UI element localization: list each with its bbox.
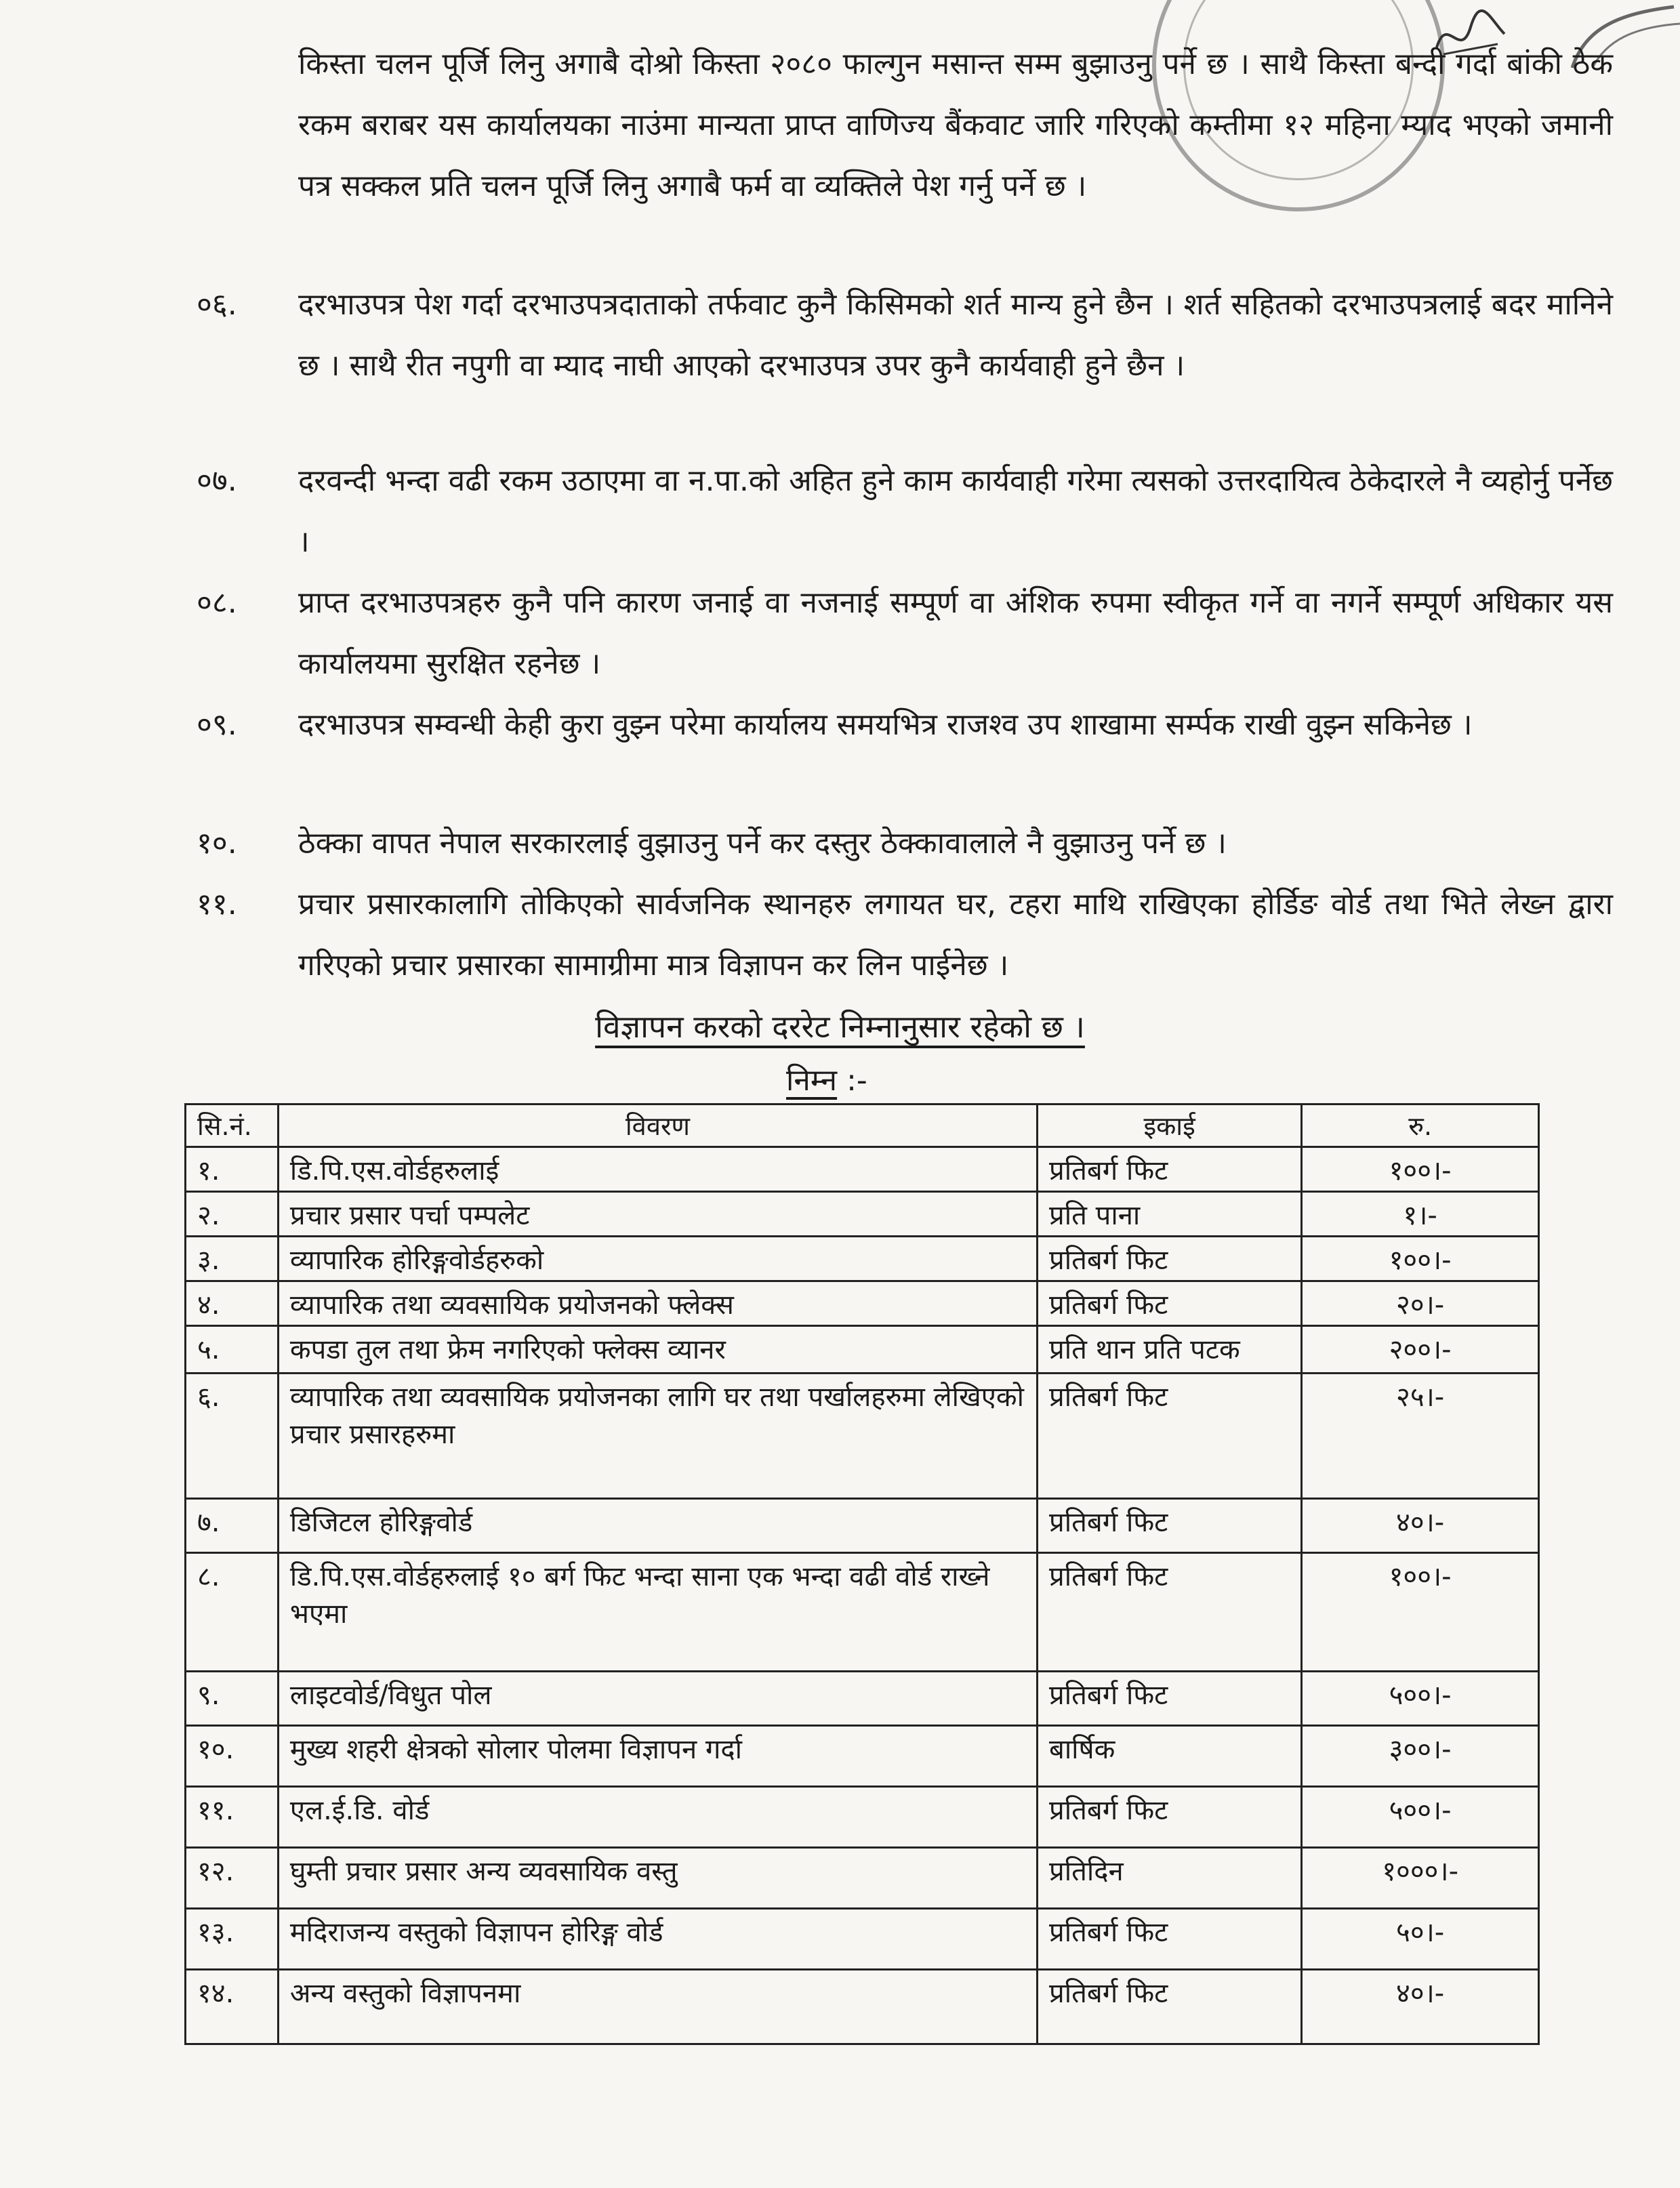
row-desc: व्यापारिक होरिङ्गवोर्डहरुको <box>278 1237 1037 1281</box>
row-sn: १४. <box>186 1970 279 2044</box>
row-sn: ५. <box>186 1326 279 1374</box>
row-sn: १२. <box>186 1848 279 1909</box>
subheading-suffix: :- <box>837 1063 867 1098</box>
row-sn: ३. <box>186 1237 279 1281</box>
row-desc: डि.पि.एस.वोर्डहरुलाई १० बर्ग फिट भन्दा साना एक भन्दा वढी वोर्ड राख्ने भएमा <box>278 1553 1037 1672</box>
row-unit: प्रतिबर्ग फिट <box>1037 1499 1301 1553</box>
clause-number-10: १०. <box>197 826 237 861</box>
row-desc: कपडा तुल तथा फ्रेम नगरिएको फ्लेक्स व्यानर <box>278 1326 1037 1374</box>
row-rate: २०।- <box>1302 1281 1539 1326</box>
row-rate: ५००।- <box>1302 1672 1539 1726</box>
row-rate: १००।- <box>1302 1553 1539 1672</box>
row-desc: डि.पि.एस.वोर्डहरुलाई <box>278 1147 1037 1192</box>
table-row <box>186 1237 1539 1281</box>
row-desc: एल.ई.डि. वोर्ड <box>278 1787 1037 1848</box>
row-unit: प्रति थान प्रति पटक <box>1037 1326 1301 1374</box>
row-rate: १।- <box>1302 1192 1539 1237</box>
table-header-row <box>186 1105 1539 1147</box>
row-unit: प्रति पाना <box>1037 1192 1301 1237</box>
row-unit: प्रतिबर्ग फिट <box>1037 1970 1301 2044</box>
row-desc: प्रचार प्रसार पर्चा पम्पलेट <box>278 1192 1037 1237</box>
row-desc: मुख्य शहरी क्षेत्रको सोलार पोलमा विज्ञापन गर्दा <box>278 1726 1037 1787</box>
table-row <box>186 1672 1539 1726</box>
subheading-label: निम्न <box>786 1063 838 1098</box>
table-row <box>186 1374 1539 1499</box>
row-sn: १. <box>186 1147 279 1192</box>
row-sn: १०. <box>186 1726 279 1787</box>
row-sn: ६. <box>186 1374 279 1499</box>
row-rate: १००।- <box>1302 1147 1539 1192</box>
row-sn: ७. <box>186 1499 279 1553</box>
table-row <box>186 1909 1539 1970</box>
row-unit: प्रतिबर्ग फिट <box>1037 1672 1301 1726</box>
clause-11-text: प्रचार प्रसारकालागि तोकिएको सार्वजनिक स्थानहरु लगायत घर, टहरा माथि राखिएका होर्डिङ वोर्ड तथा भिते लेख्न द्वारा गरिएको प्रचार प्रसारका सामाग्रीमा मात्र विज्ञापन कर लिन पाईनेछ । <box>298 887 1613 983</box>
subheading <box>786 1057 867 1105</box>
row-desc: मदिराजन्य वस्तुको विज्ञापन होरिङ्ग वोर्ड <box>278 1909 1037 1970</box>
row-unit: प्रतिबर्ग फिट <box>1037 1281 1301 1326</box>
clause-number-11: ११. <box>197 887 237 922</box>
table-row <box>186 1553 1539 1672</box>
clause-09-text: दरभाउपत्र सम्वन्धी केही कुरा वुझ्न परेमा कार्यालय समयभित्र राजश्व उप शाखामा सर्म्पक राखी वुझ्न सकिनेछ । <box>298 707 1473 742</box>
table-row <box>186 1726 1539 1787</box>
table-row <box>186 1848 1539 1909</box>
row-sn: ९. <box>186 1672 279 1726</box>
clause-07-text: दरवन्दी भन्दा वढी रकम उठाएमा वा न.पा.को अहित हुने काम कार्यवाही गरेमा त्यसको उत्तरदायित्व ठेकेदारले नै व्यहोर्नु पर्नेछ । <box>298 463 1613 559</box>
table-row <box>186 1147 1539 1192</box>
row-unit: प्रतिबर्ग फिट <box>1037 1147 1301 1192</box>
row-unit: प्रतिबर्ग फिट <box>1037 1787 1301 1848</box>
header-unit: इकाई <box>1037 1105 1301 1147</box>
header-desc: विवरण <box>278 1105 1037 1147</box>
row-sn: २. <box>186 1192 279 1237</box>
table-row <box>186 1192 1539 1237</box>
row-rate: १०००।- <box>1302 1848 1539 1909</box>
row-unit: प्रतिबर्ग फिट <box>1037 1909 1301 1970</box>
rate-table <box>184 1103 1540 2045</box>
row-sn: ४. <box>186 1281 279 1326</box>
row-desc: घुम्ती प्रचार प्रसार अन्य व्यवसायिक वस्तु <box>278 1848 1037 1909</box>
row-unit: प्रतिदिन <box>1037 1848 1301 1909</box>
row-unit: प्रतिबर्ग फिट <box>1037 1237 1301 1281</box>
row-unit: प्रतिबर्ग फिट <box>1037 1374 1301 1499</box>
row-rate: ४०।- <box>1302 1970 1539 2044</box>
row-desc: व्यापारिक तथा व्यवसायिक प्रयोजनको फ्लेक्स <box>278 1281 1037 1326</box>
clause-number-09: ०९. <box>197 707 237 742</box>
row-unit: प्रतिबर्ग फिट <box>1037 1553 1301 1672</box>
clause-10-text: ठेक्का वापत नेपाल सरकारलाई वुझाउनु पर्ने कर दस्तुर ठेक्कावालाले नै वुझाउनु पर्ने छ । <box>298 826 1227 861</box>
table-row <box>186 1326 1539 1374</box>
row-rate: २५।- <box>1302 1374 1539 1499</box>
row-rate: २००।- <box>1302 1326 1539 1374</box>
row-rate: १००।- <box>1302 1237 1539 1281</box>
row-desc: व्यापारिक तथा व्यवसायिक प्रयोजनका लागि घर तथा पर्खालहरुमा लेखिएको प्रचार प्रसारहरुमा <box>278 1374 1037 1499</box>
row-rate: ५०।- <box>1302 1909 1539 1970</box>
row-unit: बार्षिक <box>1037 1726 1301 1787</box>
clause-number-08: ०८. <box>197 585 237 620</box>
table-row <box>186 1281 1539 1326</box>
row-rate: ४०।- <box>1302 1499 1539 1553</box>
row-sn: १३. <box>186 1909 279 1970</box>
row-rate: ५००।- <box>1302 1787 1539 1848</box>
row-sn: ८. <box>186 1553 279 1672</box>
clause-number-06: ०६. <box>197 287 237 322</box>
rate-heading: विज्ञापन करको दररेट निम्नानुसार रहेको छ । <box>595 1008 1085 1045</box>
clause-08-text: प्राप्त दरभाउपत्रहरु कुनै पनि कारण जनाई वा नजनाई सम्पूर्ण वा अंशिक रुपमा स्वीकृत गर्ने वा नगर्ने सम्पूर्ण अधिकार यस कार्यालयमा सुरक्षित रहनेछ । <box>298 585 1613 681</box>
row-rate: ३००।- <box>1302 1726 1539 1787</box>
clause-number-07: ०७. <box>197 463 237 498</box>
clause-06-text: दरभाउपत्र पेश गर्दा दरभाउपत्रदाताको तर्फवाट कुनै किसिमको शर्त मान्य हुने छैन । शर्त सहितको दरभाउपत्रलाई बदर मानिने छ । साथै रीत नपुगी वा म्याद नाघी आएको दरभाउपत्र उपर कुनै कार्यवाही हुने छैन । <box>298 287 1613 383</box>
row-desc: लाइटवोर्ड/विधुत पोल <box>278 1672 1037 1726</box>
header-sn: सि.नं. <box>186 1105 279 1147</box>
row-desc: डिजिटल होरिङ्गवोर्ड <box>278 1499 1037 1553</box>
paragraph-continuation: किस्ता चलन पूर्जि लिनु अगाबै दोश्रो किस्ता २०८० फाल्गुन मसान्त सम्म बुझाउनु पर्ने छ । साथै किस्ता बन्दी गर्दा बांकी ठेक रकम बराबर यस कार्यालयका नाउंमा मान्यता प्राप्त वाणिज्य बैंकवाट जारि गरिएको कम्तीमा १२ महिना म्याद भएको जमानी पत्र सक्कल प्रति चलन पूर्जि लिनु अगाबै फर्म वा व्यक्तिले पेश गर्नु पर्ने छ । <box>298 47 1613 203</box>
row-desc: अन्य वस्तुको विज्ञापनमा <box>278 1970 1037 2044</box>
table-row <box>186 1970 1539 2044</box>
row-sn: ११. <box>186 1787 279 1848</box>
table-row <box>186 1787 1539 1848</box>
table-row <box>186 1499 1539 1553</box>
header-rate: रु. <box>1302 1105 1539 1147</box>
